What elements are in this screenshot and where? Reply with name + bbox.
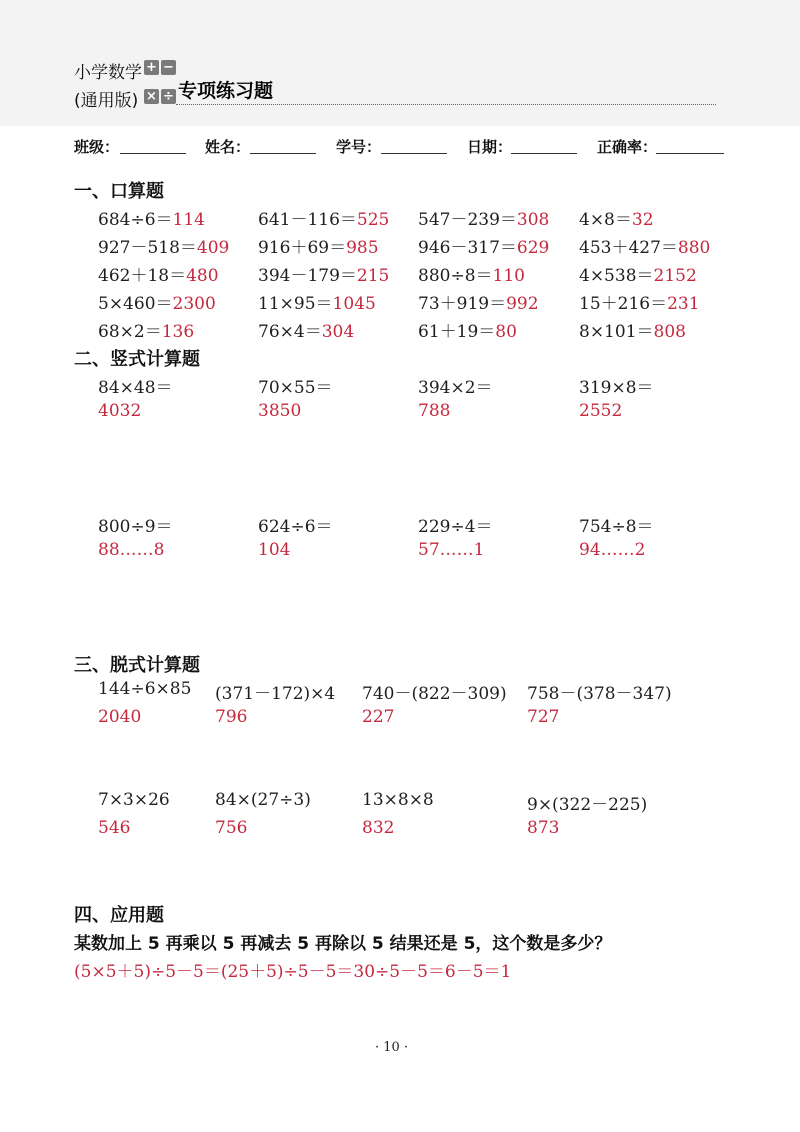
answer: 136 — [161, 322, 195, 342]
times-icon: × — [144, 89, 159, 104]
oral-item — [98, 317, 194, 342]
stepwise-problem: 740－(822－309) — [362, 684, 507, 704]
section-title-oral: 一、口算题 — [74, 181, 164, 202]
vertical-answer: 57……1 — [418, 540, 485, 560]
word-problem-answer: (5×5＋5)÷5－5＝(25＋5)÷5－5＝30÷5－5＝6－5＝1 — [74, 962, 512, 982]
class-label: 班级： — [74, 138, 120, 156]
stepwise-problem: 13×8×8 — [362, 790, 434, 810]
oral-item — [98, 233, 229, 258]
oral-item — [258, 289, 376, 314]
problem: 462＋18＝ — [98, 266, 187, 286]
answer: 304 — [321, 322, 355, 342]
vertical-answer: 88……8 — [98, 540, 165, 560]
oral-item — [418, 317, 517, 342]
minus-icon: − — [161, 60, 176, 75]
answer: 880 — [677, 238, 711, 258]
answer: 308 — [516, 210, 550, 230]
vertical-answer: 104 — [258, 540, 291, 560]
stepwise-problem: 9×(322－225) — [527, 795, 648, 815]
section-title-vertical: 二、竖式计算题 — [74, 349, 200, 370]
answer: 32 — [631, 210, 654, 230]
oral-item — [98, 205, 205, 230]
problem: 946－317＝ — [418, 238, 517, 258]
answer: 215 — [356, 266, 390, 286]
problem: 916＋69＝ — [258, 238, 347, 258]
class-field[interactable] — [120, 153, 186, 154]
word-problem-question: 某数加上 5 再乘以 5 再减去 5 再除以 5 结果还是 5，这个数是多少？ — [74, 934, 612, 954]
oral-item — [579, 233, 710, 258]
vertical-problem: 800÷9＝ — [98, 517, 173, 537]
oral-item — [258, 205, 389, 230]
stepwise-answer: 756 — [215, 818, 248, 838]
answer: 992 — [506, 294, 539, 314]
stepwise-answer: 832 — [362, 818, 395, 838]
vertical-answer: 4032 — [98, 401, 142, 421]
answer: 231 — [667, 294, 700, 314]
stepwise-problem: 84×(27÷3) — [215, 790, 311, 810]
vertical-answer: 94……2 — [579, 540, 646, 560]
name-field[interactable] — [250, 153, 316, 154]
vertical-problem: 754÷8＝ — [579, 517, 654, 537]
problem: 453＋427＝ — [579, 238, 678, 258]
stepwise-answer: 796 — [215, 707, 248, 727]
problem: 927－518＝ — [98, 238, 197, 258]
divide-icon: ÷ — [161, 89, 176, 104]
oral-item — [418, 205, 549, 230]
problem: 15＋216＝ — [579, 294, 668, 314]
oral-item — [418, 289, 539, 314]
problem: 880÷8＝ — [418, 266, 493, 286]
problem: 11×95＝ — [258, 294, 333, 314]
vertical-answer: 788 — [418, 401, 451, 421]
problem: 641－116＝ — [258, 210, 357, 230]
answer: 110 — [492, 266, 525, 286]
oral-item — [98, 261, 219, 286]
oral-item — [579, 317, 686, 342]
vertical-answer: 3850 — [258, 401, 302, 421]
answer: 629 — [516, 238, 550, 258]
student-id-field[interactable] — [381, 153, 447, 154]
oral-item — [418, 233, 549, 258]
answer: 525 — [356, 210, 390, 230]
stepwise-problem: (371－172)×4 — [215, 684, 336, 704]
oral-item — [258, 317, 354, 342]
vertical-problem: 229÷4＝ — [418, 517, 493, 537]
problem: 394－179＝ — [258, 266, 357, 286]
stepwise-answer: 227 — [362, 707, 395, 727]
accuracy-label: 正确率： — [597, 138, 658, 156]
answer: 80 — [495, 322, 517, 342]
brand-edition: (通用版) — [74, 91, 139, 111]
date-label: 日期： — [467, 138, 513, 156]
stepwise-answer: 546 — [98, 818, 131, 838]
answer: 1045 — [332, 294, 376, 314]
answer: 114 — [172, 210, 205, 230]
vertical-problem: 624÷6＝ — [258, 517, 333, 537]
oral-item — [258, 233, 379, 258]
problem: 73＋919＝ — [418, 294, 507, 314]
vertical-problem: 319×8＝ — [579, 378, 654, 398]
answer: 480 — [186, 266, 219, 286]
oral-item — [98, 289, 216, 314]
oral-item — [579, 261, 697, 286]
vertical-problem: 70×55＝ — [258, 378, 333, 398]
problem: 4×538＝ — [579, 266, 654, 286]
date-field[interactable] — [511, 153, 577, 154]
answer: 409 — [196, 238, 230, 258]
section-title-stepwise: 三、脱式计算题 — [74, 655, 200, 676]
stepwise-answer: 2040 — [98, 707, 142, 727]
brand-title: 小学数学 — [74, 63, 142, 83]
answer: 2152 — [653, 266, 697, 286]
section-title-word-problem: 四、应用题 — [74, 905, 164, 926]
problem: 61＋19＝ — [418, 322, 496, 342]
series-title: 专项练习题 — [178, 80, 274, 102]
name-label: 姓名： — [205, 138, 251, 156]
header-divider — [176, 104, 716, 105]
stepwise-answer: 727 — [527, 707, 560, 727]
vertical-answer: 2552 — [579, 401, 623, 421]
oral-item — [579, 289, 700, 314]
problem: 684÷6＝ — [98, 210, 173, 230]
answer: 808 — [653, 322, 686, 342]
problem: 5×460＝ — [98, 294, 173, 314]
stepwise-problem: 144÷6×85 — [98, 679, 192, 699]
problem: 68×2＝ — [98, 322, 162, 342]
plus-icon: + — [144, 60, 159, 75]
problem: 8×101＝ — [579, 322, 654, 342]
oral-item — [579, 205, 654, 230]
accuracy-field[interactable] — [656, 153, 724, 154]
problem: 4×8＝ — [579, 210, 632, 230]
problem: 76×4＝ — [258, 322, 322, 342]
stepwise-answer: 873 — [527, 818, 560, 838]
page-number: · 10 · — [375, 1040, 409, 1055]
vertical-problem: 394×2＝ — [418, 378, 493, 398]
stepwise-problem: 7×3×26 — [98, 790, 170, 810]
answer: 985 — [346, 238, 379, 258]
vertical-problem: 84×48＝ — [98, 378, 173, 398]
stepwise-problem: 758－(378－347) — [527, 684, 672, 704]
problem: 547－239＝ — [418, 210, 517, 230]
answer: 2300 — [172, 294, 216, 314]
oral-item — [258, 261, 389, 286]
oral-item — [418, 261, 525, 286]
student-id-label: 学号： — [336, 138, 382, 156]
